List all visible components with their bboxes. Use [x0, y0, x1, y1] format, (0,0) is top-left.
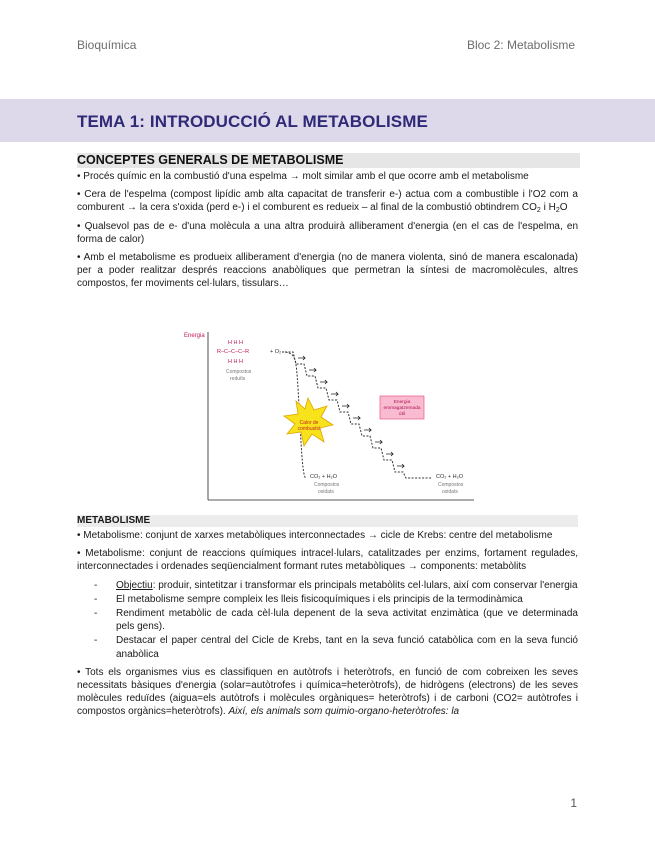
heat-label-2: combustió [297, 426, 321, 432]
paragraph-autotrophs: • Tots els organismes vius es classifiquen en autòtrofs i heteròtrofs, en funció de com cobreixen les seves necessitats bàsiques d'energia (solar=autòtrofes i química=heteròtrofs), de hidrògens (electrons) de les seves molècules reduïdes (aigua=els autòtrofs i molècules orgàniques= heteròtrofs) i de carboni (CO2= autòtrofes i compostos orgànics=heteròtrofs). Així, els animals som quimio-organo-heteròtrofes: la [77, 666, 578, 718]
paragraph-electron-transfer: • Qualsevol pas de e- d'una molècula a una altra produirà alliberament d'energia (en el cas de l'espelma, en forma de calor) [77, 220, 578, 245]
stored-label-3: útil [398, 412, 406, 417]
list-item: - Destacar el paper central del Cicle de Krebs, tant en la seva funció catabòlica com en la seva funció anabòlica [116, 634, 578, 660]
molecule-h-top: H H H [228, 340, 243, 346]
reduced-label-1: Compostos [226, 369, 252, 375]
page-title: TEMA 1: INTRODUCCIÓ AL METABOLISME [77, 112, 428, 131]
reduced-label-2: reduïts [230, 376, 246, 382]
energia-label: Energia [184, 333, 205, 339]
section-metabolisme-body [77, 529, 578, 724]
products-left: CO₂ + H₂O [310, 474, 338, 480]
section-heading-concepts: CONCEPTES GENERALS DE METABOLISME [77, 153, 580, 168]
molecule-o2: + O₂ [270, 349, 282, 355]
objectives-list [77, 579, 578, 661]
paragraph-reactions: • Metabolisme: conjunt de reaccions químiques intracel·lulars, catalitzades per enzims, fortament regulades, interconnectades i ordenades seqüencialment formant rutes metabòliques → components: metabòlits [77, 548, 578, 573]
header-right: Bloc 2: Metabolisme [466, 38, 575, 52]
header-left: Bioquímica [77, 38, 137, 52]
oxidized-right-1: Compostos [438, 482, 464, 488]
molecule-h-bottom: H H H [228, 359, 243, 365]
list-item: - Objectiu: produir, sintetitzar i transformar els principals metabòlits cel·lulars, així com conservar l'energia [116, 579, 578, 592]
paragraph-energy-release: • Amb el metabolisme es produeix alliberament d'energia (no de manera violenta, sinó de manera escalonada) per a poder realitzar després reaccions anabòliques que permetran la síntesi de macromolècules, altres compostos, fer moviments cel·lulars, tissulars… [77, 252, 578, 290]
products-right: CO₂ + H₂O [436, 474, 464, 480]
paragraph-networks: • Metabolisme: conjunt de xarxes metabòliques interconnectades → cicle de Krebs: centre del metabolisme [77, 530, 553, 541]
section-concepts-body [77, 170, 578, 296]
heat-label-1: Calor de [299, 420, 319, 426]
list-item: - El metabolisme sempre compleix les lleis fisicoquímiques i els principis de la termodinàmica [116, 593, 578, 606]
oxidized-left-2: oxidats [318, 489, 334, 495]
stored-label-2: emmagatzemada [383, 406, 421, 411]
oxidized-right-2: oxidats [442, 489, 458, 495]
paragraph-wax: • Cera de l'espelma (compost lipídic amb alta capacitat de transferir e-) actua com a combustible i l'O2 com a comburent → la cera s'oxida (perd e-) i el comburent es redueix – al final de la combustió obtindrem $CO_2$ i $H_2O$ [77, 189, 578, 215]
stored-label-1: Energia [393, 400, 411, 405]
energy-diagram [180, 328, 476, 504]
list-item: - Rendiment metabòlic de cada cèl·lula depenent de la seva activitat enzimàtica (que ve determinada pels gens). [116, 607, 578, 633]
paragraph-candle: • Procés químic en la combustió d'una espelma → molt similar amb el que ocorre amb el metabolisme [77, 171, 529, 182]
molecule-chain: R–C–C–C–R [217, 349, 250, 355]
oxidized-left-1: Compostos [314, 482, 340, 488]
page-number: 1 [570, 796, 577, 810]
section-heading-metabolisme: METABOLISME [77, 515, 578, 527]
